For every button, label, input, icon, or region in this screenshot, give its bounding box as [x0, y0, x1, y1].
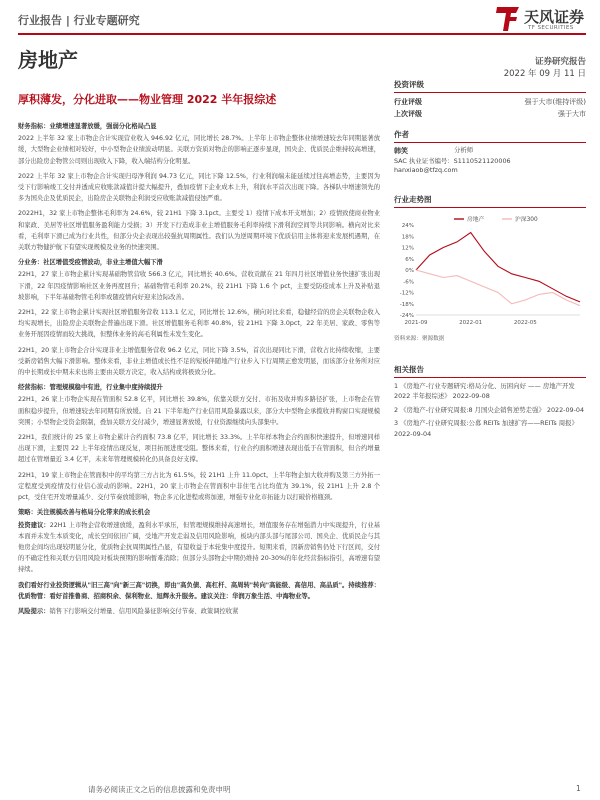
related-report-item[interactable]: 2 《房地产-行业研究周报:8 月国央企销售逆势走强》 2022-09-04 [394, 405, 585, 414]
disclaimer-footer: 请务必阅读正文之后的信息披露和免责申明 [88, 785, 231, 794]
y-tick-label: 0% [405, 267, 414, 274]
related-reports-title: 相关报告 [394, 364, 586, 378]
x-tick-label: 2021-09 [404, 319, 428, 326]
legend-label: 房地产 [467, 216, 485, 223]
trend-chart-svg [394, 211, 586, 331]
x-tick-label: 2022-05 [513, 319, 537, 326]
prev-rating-value: 强于大市 [558, 110, 586, 118]
rating-section-title: 投资评级 [394, 79, 586, 93]
paragraph: 22H1，20 家上市物企合计实现非业主增值服务营收 96.2 亿元，同比下降 3.5%，首次出现同比下滑，营收占比持续收缩，主要受新房销售大幅下滑影响。整体来看，非业主增值或长性不足的短板伴随地产行业步入下行周期正愈发明显，而该部分业务所对应的中长期或长中期未来也将主要由关联方决定，收入结构或将极致分化。 [18, 346, 380, 377]
report-category-header: 行业报告 | 行业专题研究 [18, 14, 140, 27]
paragraph: 2022 上半年 32 家上市物企合计实现归母净利润 94.73 亿元，同比下降 12.5%，行业利润端未能延续过往高增态势，主要因为受下行影响竣工交付并透成应收账款减值计提大幅提升，叠加疫情下企业成本上升，利润水平首次出现下降。各梯队中增速领先的多为国央企及优质民企，出险房企关联物企利润受应收账款减值侵蚀严重。 [18, 172, 380, 203]
legend-label: 沪深300 [515, 216, 538, 223]
related-report-item[interactable]: 1 《房地产-行业专题研究:格局分化、历困向好 —— 房地产开发 2022 半年报综述》 2022-09-08 [394, 381, 575, 400]
report-date: 2022 年 09 月 11 日 [503, 69, 586, 79]
y-tick-label: 18% [401, 233, 414, 240]
investment-advice-text: 22H1 上市物企营收增速放缓，盈利水平承压，但管理规模维持高速增长，增值服务存在增强潜力中实现提升，行业基本面并未发生本质变化，成长空间依旧广阔，受地产开发走弱及信用风险影响，板块内部头部与尾部公司、国央企、优质民企与其他房企间均出现较明显分化，优质物企抗周期属性凸显，有望收益于本轮集中度提升。短期来看，因新房销售仍处下行区间，交付的不确定性和关联方信用风险对板块预期的影响暂难消除；但部分头部物企中期仍维持 20-30%的年化经营指标指引，高增速有望持续。 [18, 521, 380, 574]
section-heading-business: 分业务：社区增值受疫情波动，非业主增值大幅下滑 [18, 259, 163, 267]
report-type: 证券研究报告 [534, 57, 586, 67]
related-report-item[interactable]: 3 《房地产-行业研究周报:公募 REITs 加速扩容——REITs 周报》 2022-09-04 [394, 419, 578, 438]
y-tick-label: -18% [399, 301, 414, 308]
industry-rating-label: 行业评级 [394, 98, 422, 106]
paragraph: 22H1，22 家上市物企累计实现社区增值服务营收 113.1 亿元，同比增长 12.6%，横向对比来看，稳健经营的房企关联物企收入均实现增长，出险房企关联物企普遍出现下滑。社区增值服务毛利率 40.8%，较 21H1 下降 3.0pct，22 年美居、家政、零售等业务开展因疫情而较大挑战，但整体业务的高毛利属性未发生变化。 [18, 309, 380, 339]
paragraph: 22H1，26 家上市物企实现在管面积 52.8 亿平，同比增长 39.8%，依靠关联方交付、市拓及收并购多路径扩张，上市物企在管面积稳步提升，但增速较去年同期有所放缓。自 21 下半年地产行业信用风险暴露以来，部分大中型物企承揽收并购窗口实现规模突围；小型物企受资金限制，叠加关联方交付减少，增速显著放缓，行业资源继续向头部集中。 [18, 396, 380, 426]
y-tick-label: -12% [399, 290, 414, 296]
report-title: 厚积薄发，分化进取——物业管理 2022 半年报综述 [18, 93, 277, 106]
recommendation-paragraph: 我们看好行业投资逻辑从"旧三高"向"新三高"切换，即由"高负债、高杠杆、高周转"转向"高能级、高信用、高品质"。持续推荐：优质物管：看好首推鲁商、招商积余、保利物业、旭辉永升服务。建议关注：华润万象生活、中海物业等。 [18, 581, 380, 600]
y-tick-label: 6% [405, 256, 414, 263]
page-title: 房地产 [18, 48, 78, 72]
series-line-realestate [416, 232, 580, 301]
section-heading-operation: 经营指标：管理规模稳中有进，行业集中度持续提升 [18, 384, 163, 392]
chart-source: 资料来源：聚源数据 [394, 335, 445, 342]
paragraph [18, 606, 380, 617]
main-body [18, 121, 380, 621]
y-tick-label: 24% [401, 222, 414, 229]
x-tick-label: 2022-01 [459, 319, 483, 326]
investment-advice-label: 投资建议： [18, 521, 50, 529]
analyst-section-title: 作者 [394, 130, 586, 143]
analyst-role: 分析师 [454, 145, 474, 154]
logo-text-cn: 天风证券 [524, 8, 585, 26]
analyst-sac: SAC 执业证书编号：S1110521120006 [394, 156, 511, 165]
logo-text-en: TF SECURITIES [528, 25, 574, 31]
page-number: 1 [576, 784, 581, 793]
sidebar [394, 79, 586, 442]
paragraph: 22H1，我们统计的 25 家上市物企累计合约面积 73.8 亿平，同比增长 33.3%。上半年样本物企合约面积快速提升，但增速同样出现下滑，主要因 22 上半年疫情出现反复，项目拓展进度受阻。整体来看，行业合约面积增速表现出低于在管面积，但合约增量超过在管增量近 3.4 亿平，未来年管理规模转化仍具备良好支撑。 [18, 434, 380, 464]
y-tick-label: 12% [401, 245, 414, 251]
industry-rating-value: 强于大市(维持评级) [524, 98, 586, 106]
paragraph: 2022H1，32 家上市物企整体毛利率为 24.6%，较 21H1 下降 3.1pct。主要受 1）疫情下成本开支增加；2）疫情致使商业物业和家政、美居等社区增值服务盈利能力受损；3）开发下行造成非业主增值服务毛利率持续下滑利润空间等共同影响。横向对比来看，毛利率下滑已成为行业共性，但部分央企表现出较强抗周期属性。我们认为逆周期环境下优质信用主体将迎来发展机遇期，在关联方物健护航下有望实现规模及业务的快速突围。 [18, 210, 380, 252]
paragraph [18, 520, 380, 576]
risk-text: 销售下行影响交付增量、信用风险暴征影响交付节奏、政策调控收紧 [49, 607, 239, 615]
prev-rating-row [394, 108, 586, 120]
section-heading-financial: 财务指标：业绩增速显著放缓，强弱分化格局凸显 [18, 123, 157, 130]
trend-chart-title: 行业走势图 [394, 194, 586, 208]
trend-chart [394, 211, 586, 331]
section-heading-strategy: 策略：关注规模改善与格局分化带来的成长机会 [18, 509, 151, 517]
risk-label: 风险提示： [18, 607, 50, 615]
analyst-email[interactable]: hanxiaob@tfzq.com [394, 166, 458, 174]
paragraph: 22H1，19 家上市物企在管面积中的平均第三方占比为 61.5%，较 21H1 上升 11.0pct。上半年物企加大收并购及第三方外拓一定程度受到疫情及行业信心波动的影响。22H1，20 家上市物企在管面积中非住宅占比均值为 39.1%，较 21H1 上升 2.8 个 pct，受住宅开发增量减少、交付节奏放缓影响，物企多元化进程或将加速，增强专业化市拓能力以打破价格瓶颈。 [18, 471, 380, 502]
y-tick-label: -6% [403, 278, 414, 285]
related-reports-list [394, 381, 586, 440]
analyst-block [394, 130, 586, 176]
industry-rating-row [394, 96, 586, 108]
prev-rating-label: 上次评级 [394, 110, 422, 118]
header-divider [18, 33, 586, 35]
y-tick-label: -24% [399, 312, 414, 319]
analyst-name: 韩笑 [394, 146, 408, 155]
paragraph: 2022 上半年 32 家上市物企合计实现营业收入 946.92 亿元，同比增长 28.7%。上半年上市物企整体业绩增速较去年同期显著放缓，大型物企业绩相对较好，中小型物企业绩波动明显。关联方资质对物企的影响正逐步显现，国央企、优质民企维持较高增速，部分出险房企物管公司则出现收入下降，收入端结构分化明显。 [18, 135, 380, 165]
series-line-hs300 [416, 270, 580, 306]
tf-logo-icon [494, 4, 522, 34]
paragraph: 22H1，27 家上市物企累计实现基础物管营收 566.3 亿元，同比增长 40.6%。营收贡献在 21 年四月社区增值业务快速扩张出现下滑，22 年因疫情影响社区业务再度回升；基础物管毛利率 20.2%，较 21H1 下降 1.6 个 pct，主要受防疫成本上升及补贴退坡影响，下半年基础物管毛利率或随疫情向好迎来边际改善。 [18, 271, 380, 301]
